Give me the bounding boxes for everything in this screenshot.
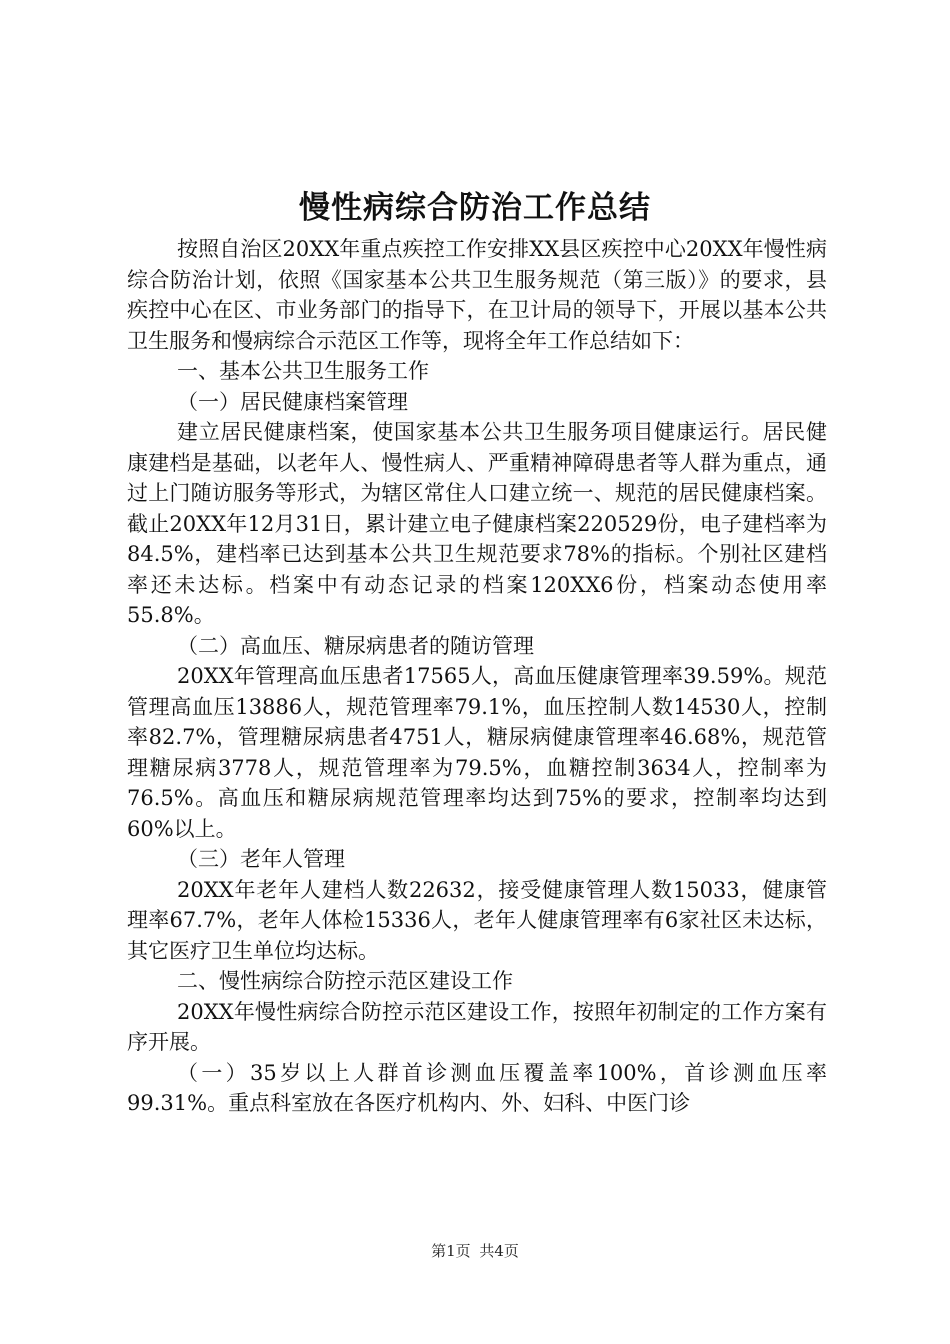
subsection-heading-1-2: （二）高血压、糖尿病患者的随访管理 [177, 633, 534, 658]
page-total: 共4页 [479, 1242, 519, 1260]
section-heading-2: 二、慢性病综合防控示范区建设工作 [177, 969, 513, 993]
section-heading-1: 一、基本公共卫生服务工作 [177, 359, 429, 383]
paragraph-elderly: 20XX年老年人建档人数22632，接受健康管理人数15033，健康管理率67.7%，老年人体检15336人，老年人健康管理率有6家社区未达标，其它医疗卫生单位均达标。 [127, 877, 827, 963]
subsection-heading-1-1: （一）居民健康档案管理 [177, 389, 408, 414]
paragraph-hypertension-diabetes: 20XX年管理高血压患者17565人，高血压健康管理率39.59%。规范管理高血压13886人，规范管理率79.1%，血压控制人数14530人，控制率82.7%，管理糖尿病患者4751人，糖尿病健康管理率46.68%，规范管理糖尿病3778人，规范管理率为79.5%，血糖控制3634人，控制率为76.5%。高血压和糖尿病规范管理率均达到75%的要求，控制率均达到60%以上。 [127, 664, 827, 841]
paragraph-health-records: 建立居民健康档案，使国家基本公共卫生服务项目健康运行。居民健康建档是基础，以老年人、慢性病人、严重精神障碍患者等人群为重点，通过上门随访服务等形式，为辖区常住人口建立统一、规范的居民健康档案。截止20XX年12月31日，累计建立电子健康档案220529份，电子建档率为84.5%，建档率已达到基本公共卫生规范要求78%的指标。个别社区建档率还未达标。档案中有动态记录的档案120XX6份，档案动态使用率55.8%。 [127, 420, 827, 627]
intro-paragraph: 按照自治区20XX年重点疾控工作安排XX县区疾控中心20XX年慢性病综合防治计划，依照《国家基本公共卫生服务规范（第三版）》的要求，县疾控中心在区、市业务部门的指导下，在卫计局的领导下，开展以基本公共卫生服务和慢病综合示范区工作等，现将全年工作总结如下： [127, 237, 827, 353]
document-body [127, 234, 827, 1119]
paragraph-blood-pressure: （一）35岁以上人群首诊测血压覆盖率100%，首诊测血压率99.31%。重点科室放在各医疗机构内、外、妇科、中医门诊 [127, 1060, 827, 1115]
subsection-heading-1-3: （三）老年人管理 [177, 847, 345, 871]
paragraph-demo-zone: 20XX年慢性病综合防控示范区建设工作，按照年初制定的工作方案有序开展。 [127, 999, 827, 1054]
document-title: 慢性病综合防治工作总结 [299, 190, 651, 226]
page-number: 第1页 [431, 1242, 471, 1260]
page-footer [0, 1241, 950, 1261]
